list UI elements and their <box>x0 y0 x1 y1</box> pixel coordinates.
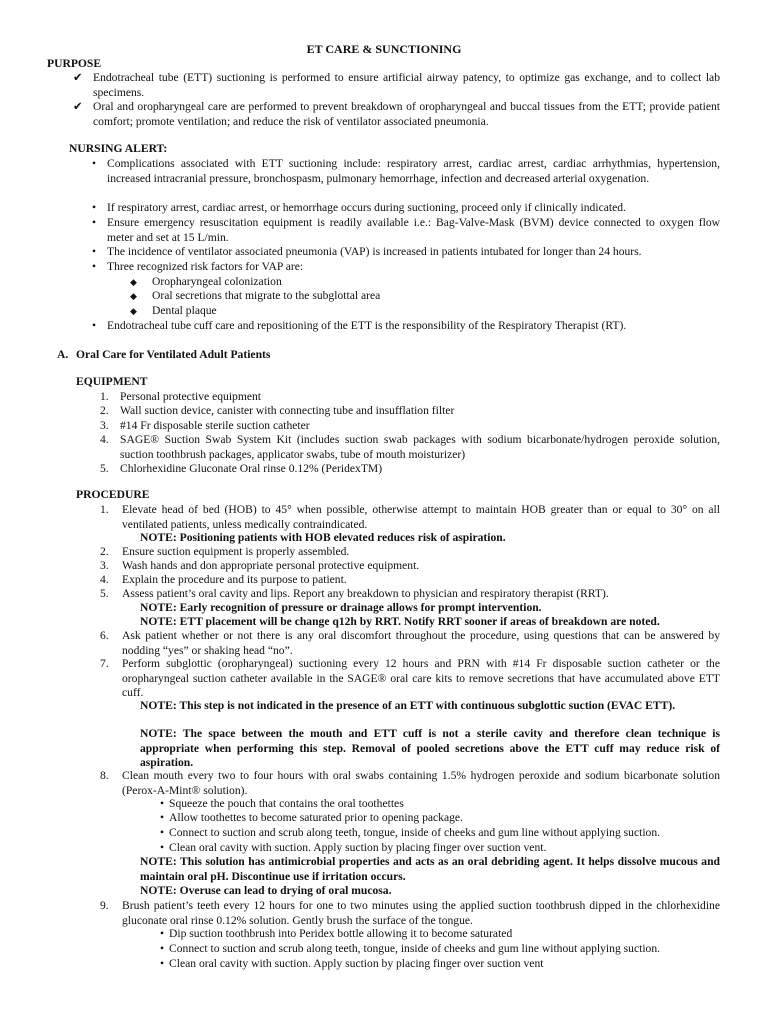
purpose-heading: PURPOSE <box>47 57 102 70</box>
list-number: 5. <box>100 462 109 475</box>
procedure-step: Elevate head of bed (HOB) to 45° when possible, otherwise attempt to maintain HOB greater than or equal to 30° on all ventilated patients, unless medically contraindicated. <box>122 503 720 531</box>
alert-item: The incidence of ventilator associated pneumonia (VAP) is increased in patients intubated for longer than 24 hours. <box>107 245 642 258</box>
list-number: 9. <box>100 899 109 912</box>
procedure-step: Wash hands and don appropriate personal protective equipment. <box>122 559 420 572</box>
bullet-icon: • <box>160 797 165 810</box>
equipment-item: Wall suction device, canister with connecting tube and insufflation filter <box>120 404 455 417</box>
note: NOTE: The space between the mouth and ETT cuff is not a sterile cavity and therefore clean technique is appropriate when performing this step. Removal of pooled secretions above the ETT cuff may reduce risk of aspiration. <box>140 727 720 769</box>
alert-heading: NURSING ALERT: <box>69 142 168 155</box>
equipment-item: #14 Fr disposable sterile suction catheter <box>120 419 310 432</box>
bullet-icon: • <box>92 216 97 229</box>
sub-step: Clean oral cavity with suction. Apply suction by placing finger over suction vent. <box>169 841 547 854</box>
sub-step: Allow toothettes to become saturated prior to opening package. <box>169 811 463 824</box>
list-number: 5. <box>100 587 109 600</box>
note: NOTE: This solution has antimicrobial properties and acts as an oral debriding agent. It helps dissolve mucous and maintain oral pH. Discontinue use if irritation occurs. <box>140 855 720 883</box>
list-number: 4. <box>100 573 109 586</box>
purpose-item: Endotracheal tube (ETT) suctioning is performed to ensure artificial airway patency, to optimize gas exchange, and to collect lab specimens. <box>93 71 720 99</box>
diamond-bullet-icon: ◆ <box>130 277 137 287</box>
alert-item: Endotracheal tube cuff care and repositioning of the ETT is the responsibility of the Respiratory Therapist (RT). <box>107 319 627 332</box>
alert-item: Ensure emergency resuscitation equipment is readily available i.e.: Bag-Valve-Mask (BVM) device connected to oxygen flow meter and set at 15 L/min. <box>107 216 720 244</box>
equipment-item: Personal protective equipment <box>120 390 262 403</box>
procedure-step: Explain the procedure and its purpose to patient. <box>122 573 347 586</box>
bullet-icon: • <box>160 942 165 955</box>
bullet-icon: • <box>92 319 97 332</box>
note: NOTE: This step is not indicated in the presence of an ETT with continuous subglottic suction (EVAC ETT). <box>140 699 676 712</box>
check-icon: ✔ <box>73 71 83 84</box>
bullet-icon: • <box>160 957 165 970</box>
procedure-step: Perform subglottic (oropharyngeal) suctioning every 12 hours and PRN with #14 Fr disposable suction catheter or the oropharyngeal suction catheter available in the SAGE® oral care kits to remove secretions that have accumulated above ETT cuff. <box>122 657 720 699</box>
sub-step: Connect to suction and scrub along teeth, tongue, inside of cheeks and gum line without applying suction. <box>169 826 661 839</box>
alert-item: Complications associated with ETT suctioning include: respiratory arrest, cardiac arrest, cardiac arrhythmias, hypertension, increased intracranial pressure, bronchospasm, pulmonary hemorrhage, infection and decreased arterial oxygenation. <box>107 157 720 185</box>
list-number: 3. <box>100 419 109 432</box>
list-number: 8. <box>100 769 109 782</box>
risk-factor: Oropharyngeal colonization <box>152 275 282 288</box>
note: NOTE: Positioning patients with HOB elevated reduces risk of aspiration. <box>140 531 506 544</box>
procedure-step: Ask patient whether or not there is any oral discomfort throughout the procedure, using questions that can be answered by nodding “yes” or shaking head “no”. <box>122 629 720 657</box>
procedure-step: Brush patient’s teeth every 12 hours for one to two minutes using the applied suction toothbrush dipped in the chlorhexidine gluconate oral rinse 0.12% solution. Gently brush the surface of the tongue. <box>122 899 720 927</box>
diamond-bullet-icon: ◆ <box>130 291 137 301</box>
list-number: 1. <box>100 503 109 516</box>
bullet-icon: • <box>92 201 97 214</box>
sub-step: Clean oral cavity with suction. Apply suction by placing finger over suction vent <box>169 957 544 970</box>
risk-factor: Dental plaque <box>152 304 217 317</box>
bullet-icon: • <box>160 811 165 824</box>
note: NOTE: ETT placement will be change q12h by RRT. Notify RRT sooner if areas of breakdown are noted. <box>140 615 660 628</box>
list-number: 4. <box>100 433 109 446</box>
risk-factor: Oral secretions that migrate to the subglottal area <box>152 289 381 302</box>
list-number: 7. <box>100 657 109 670</box>
bullet-icon: • <box>160 927 165 940</box>
list-number: 3. <box>100 559 109 572</box>
equipment-heading: EQUIPMENT <box>76 375 148 388</box>
note: NOTE: Early recognition of pressure or drainage allows for prompt intervention. <box>140 601 542 614</box>
equipment-item: Chlorhexidine Gluconate Oral rinse 0.12% (PeridexTM) <box>120 462 383 475</box>
bullet-icon: • <box>92 157 97 170</box>
bullet-icon: • <box>92 245 97 258</box>
list-number: 2. <box>100 404 109 417</box>
sub-step: Dip suction toothbrush into Peridex bottle allowing it to become saturated <box>169 927 513 940</box>
procedure-step: Ensure suction equipment is properly assembled. <box>122 545 350 558</box>
list-number: 2. <box>100 545 109 558</box>
diamond-bullet-icon: ◆ <box>130 306 137 316</box>
section-a-label: A. <box>57 348 69 361</box>
purpose-item: Oral and oropharyngeal care are performed to prevent breakdown of oropharyngeal and buccal tissues from the ETT; provide patient comfort; promote ventilation; and reduce the risk of ventilator associated pneumonia. <box>93 100 720 128</box>
sub-step: Squeeze the pouch that contains the oral toothettes <box>169 797 404 810</box>
equipment-item: SAGE® Suction Swab System Kit (includes suction swab packages with sodium bicarbonate/hydrogen peroxide solution, suction toothbrush packages, applicator swabs, tube of mouth moisturizer) <box>120 433 720 461</box>
procedure-heading: PROCEDURE <box>76 488 150 501</box>
list-number: 6. <box>100 629 109 642</box>
note: NOTE: Overuse can lead to drying of oral mucosa. <box>140 884 392 897</box>
bullet-icon: • <box>160 841 165 854</box>
bullet-icon: • <box>160 826 165 839</box>
section-a-heading: Oral Care for Ventilated Adult Patients <box>76 348 271 361</box>
list-number: 1. <box>100 390 109 403</box>
procedure-step: Assess patient’s oral cavity and lips. Report any breakdown to physician and respiratory therapist (RRT). <box>122 587 609 600</box>
document-title: ET CARE & SUNCTIONING <box>306 42 462 56</box>
procedure-step: Clean mouth every two to four hours with oral swabs containing 1.5% hydrogen peroxide and sodium bicarbonate solution (Perox-A-Mint® solution). <box>122 769 720 797</box>
check-icon: ✔ <box>73 100 83 113</box>
bullet-icon: • <box>92 260 97 273</box>
alert-item: Three recognized risk factors for VAP are: <box>107 260 304 273</box>
sub-step: Connect to suction and scrub along teeth, tongue, inside of cheeks and gum line without applying suction. <box>169 942 661 955</box>
alert-item: If respiratory arrest, cardiac arrest, or hemorrhage occurs during suctioning, proceed only if clinically indicated. <box>107 201 626 214</box>
